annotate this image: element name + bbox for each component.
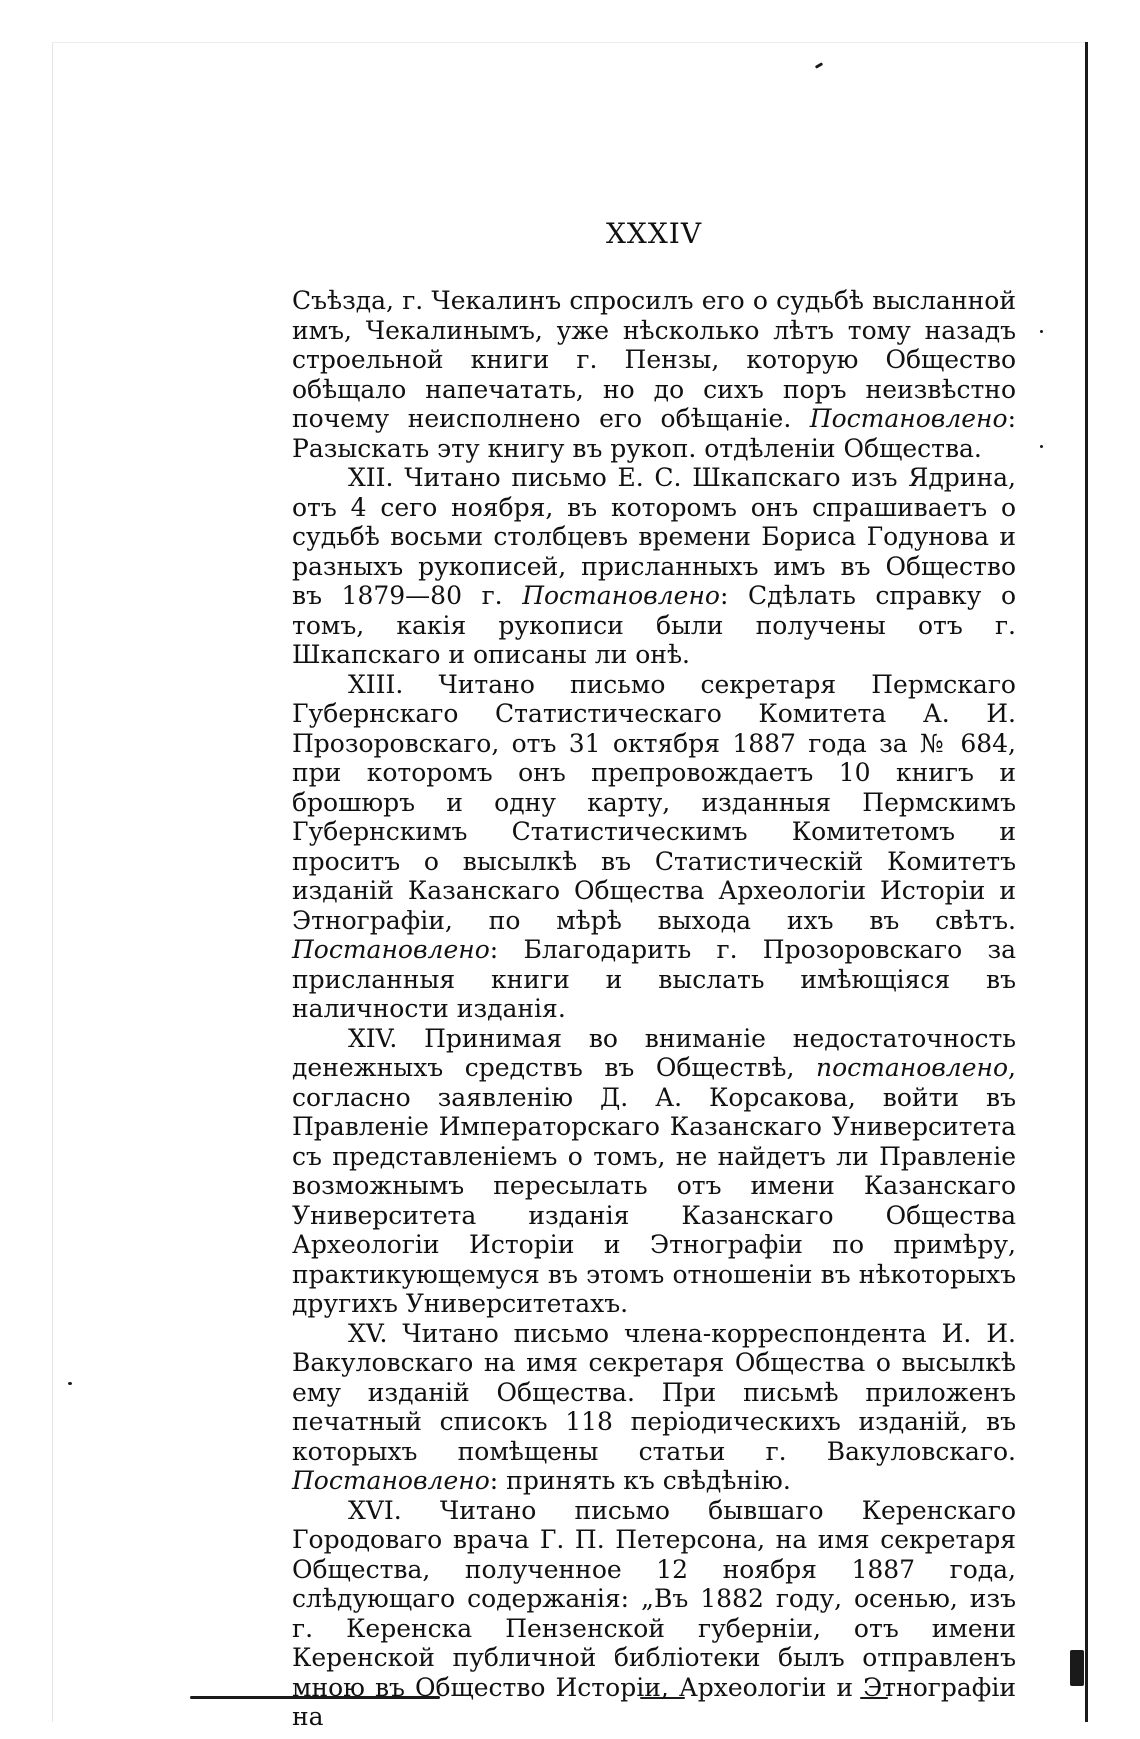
scan-smudge bbox=[1070, 1650, 1084, 1686]
paragraph-item-xv bbox=[292, 1319, 1016, 1496]
scan-speck bbox=[1040, 330, 1043, 333]
text-segment: , согласно заявленію Д. А. Корсакова, войти въ Правленіе Императорскаго Казанскаго Университета съ представленіемъ о томъ, не найдетъ ли Правленіе возможнымъ пересылать отъ имени Казанскаго Университета изданія Казанскаго Общества Археологіи Исторіи и Этнографіи по примѣру, практикующемуся въ этомъ отношеніи въ нѣкоторыхъ другихъ Университетахъ. bbox=[292, 1053, 1016, 1318]
text-column bbox=[292, 217, 1016, 1732]
page-number: XXXIV bbox=[605, 217, 703, 250]
text-segment: XVI. Читано письмо бывшаго Керенскаго Городоваго врача Г. П. Петерсона, на имя секретаря Общества, полученное 12 ноября 1887 года, слѣдующаго содержанія: „Въ 1882 году, осенью, изъ г. Керенска Пензенской губерніи, отъ имени Керенской публичной библіотеки былъ отправленъ мною въ Общество Исторіи, Археологіи и Этнографіи на bbox=[292, 1495, 1016, 1731]
decision-label: Постановлено bbox=[292, 1466, 490, 1495]
text-segment: : Сдѣлать справку о томъ, какія рукописи были получены отъ г. Шкапскаго и описаны ли онѣ. bbox=[292, 581, 1016, 669]
text-segment: : Разыскать эту книгу въ рукоп. отдѣленіи Общества. bbox=[292, 404, 1016, 463]
scan-speck bbox=[1040, 445, 1043, 448]
decision-label: Постановлено bbox=[292, 935, 490, 964]
text-segment: XIII. Читано письмо секретаря Пермскаго Губернскаго Статистическаго Комитета А. И. Прозоровскаго, отъ 31 октября 1887 года за № 684, при которомъ онъ препровождаетъ 10 книгъ и брошюръ и одну карту, изданныя Пермскимъ Губернскимъ Статистическимъ Комитетомъ и проситъ о высылкѣ въ Статистическій Комитетъ изданій Казанскаго Общества Археологіи Исторіи и Этнографіи, по мѣрѣ выхода ихъ въ свѣтъ. bbox=[292, 669, 1016, 935]
text-segment: XV. Читано письмо члена-корреспондента И. И. Вакуловскаго на имя секретаря Общества о высылкѣ ему изданій Общества. При письмѣ приложенъ печатный списокъ 118 періодическихъ изданій, въ которыхъ помѣщены статьи г. Вакуловскаго. bbox=[292, 1318, 1016, 1466]
text-segment: XII. Читано письмо Е. С. Шкапскаго изъ Ядрина, отъ 4 сего ноября, въ которомъ онъ спрашиваетъ о судьбѣ восьми столбцевъ времени Бориса Годунова и разныхъ рукописей, присланныхъ имъ въ Общество въ 1879—80 г. bbox=[292, 463, 1016, 610]
scan-edge-top bbox=[52, 42, 1088, 43]
paragraph-item-xiii bbox=[292, 670, 1016, 1024]
paragraph-item-xii bbox=[292, 463, 1016, 670]
decision-label: Постановлено bbox=[809, 404, 1008, 433]
paragraph-item-xiv bbox=[292, 1024, 1016, 1319]
text-segment: Съѣзда, г. Чекалинъ спросилъ его о судьбѣ высланной имъ, Чекалинымъ, уже нѣсколько лѣтъ тому назадъ строельной книги г. Пензы, которую Общество обѣщало напечатать, но до сихъ поръ неизвѣстно почему неисполнено его обѣщаніе. bbox=[292, 286, 1016, 433]
text-segment: XIV. Принимая во вниманіе недостаточность денежныхъ средствъ въ Обществѣ, bbox=[292, 1023, 1016, 1082]
decision-label: постановлено bbox=[815, 1053, 1009, 1082]
decision-label: Постановлено bbox=[522, 581, 720, 610]
scan-edge-right bbox=[1085, 42, 1088, 1722]
paragraph-item-xvi bbox=[292, 1496, 1016, 1732]
scan-speck bbox=[815, 62, 823, 69]
scan-edge-left bbox=[52, 42, 53, 1722]
scan-speck bbox=[68, 1382, 72, 1385]
text-segment: : Благодарить г. Прозоровскаго за присланныя книги и выслать имѣющіяся въ наличности изданія. bbox=[292, 935, 1016, 1023]
text-segment: : принять къ свѣдѣнію. bbox=[489, 1466, 791, 1495]
paragraph-intro bbox=[292, 286, 1016, 463]
